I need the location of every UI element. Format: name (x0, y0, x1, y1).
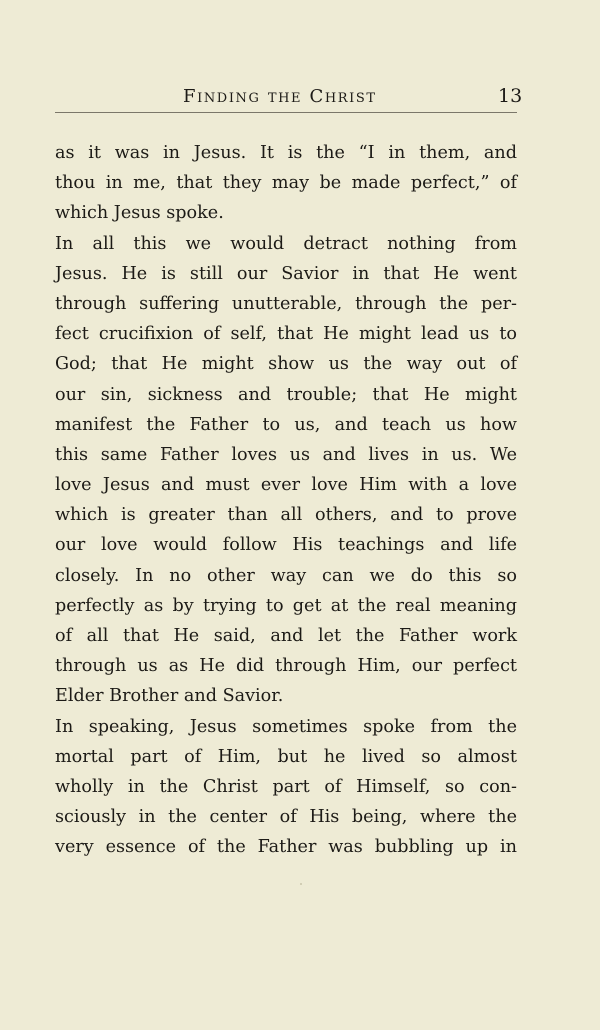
running-title: Finding the Christ (183, 86, 377, 107)
paper-speck (300, 883, 302, 885)
text-line: Elder Brother and Savior. (55, 686, 284, 707)
text-line: thou in me, that they may be made perfect,” of (55, 173, 517, 194)
text-line: God; that He might show us the way out of (55, 354, 517, 375)
body-text (55, 138, 517, 863)
text-line: In all this we would detract nothing from (55, 233, 517, 254)
page-header (0, 82, 600, 112)
text-line: of all that He said, and let the Father work (55, 626, 517, 646)
text-line: wholly in the Christ part of Himself, so con- (55, 776, 517, 797)
text-line: which is greater than all others, and to prove (55, 505, 517, 526)
header-rule (55, 112, 517, 113)
text-line: In speaking, Jesus sometimes spoke from the (55, 716, 517, 737)
text-line: manifest the Father to us, and teach us how (55, 414, 517, 435)
text-line: Jesus. He is still our Savior in that He went (55, 263, 517, 284)
text-line: as it was in Jesus. It is the “I in them, and (55, 143, 517, 163)
page-number: 13 (498, 85, 523, 107)
text-line: through suffering unutterable, through the per- (55, 293, 517, 314)
text-line: our love would follow His teachings and life (55, 535, 517, 556)
text-line: this same Father loves us and lives in us. We (55, 444, 517, 465)
text-line: very essence of the Father was bubbling up in (55, 837, 517, 858)
text-line: perfectly as by trying to get at the real meaning (55, 595, 517, 616)
text-line: sciously in the center of His being, where the (55, 807, 517, 828)
text-line: mortal part of Him, but he lived so almost (55, 746, 517, 767)
text-line: which Jesus spoke. (55, 203, 224, 224)
text-line: love Jesus and must ever love Him with a love (55, 475, 517, 496)
text-line: through us as He did through Him, our perfect (55, 656, 517, 677)
text-line: fect crucifixion of self, that He might lead us to (55, 324, 517, 345)
text-line: closely. In no other way can we do this so (55, 565, 517, 586)
text-line: our sin, sickness and trouble; that He might (55, 384, 517, 405)
